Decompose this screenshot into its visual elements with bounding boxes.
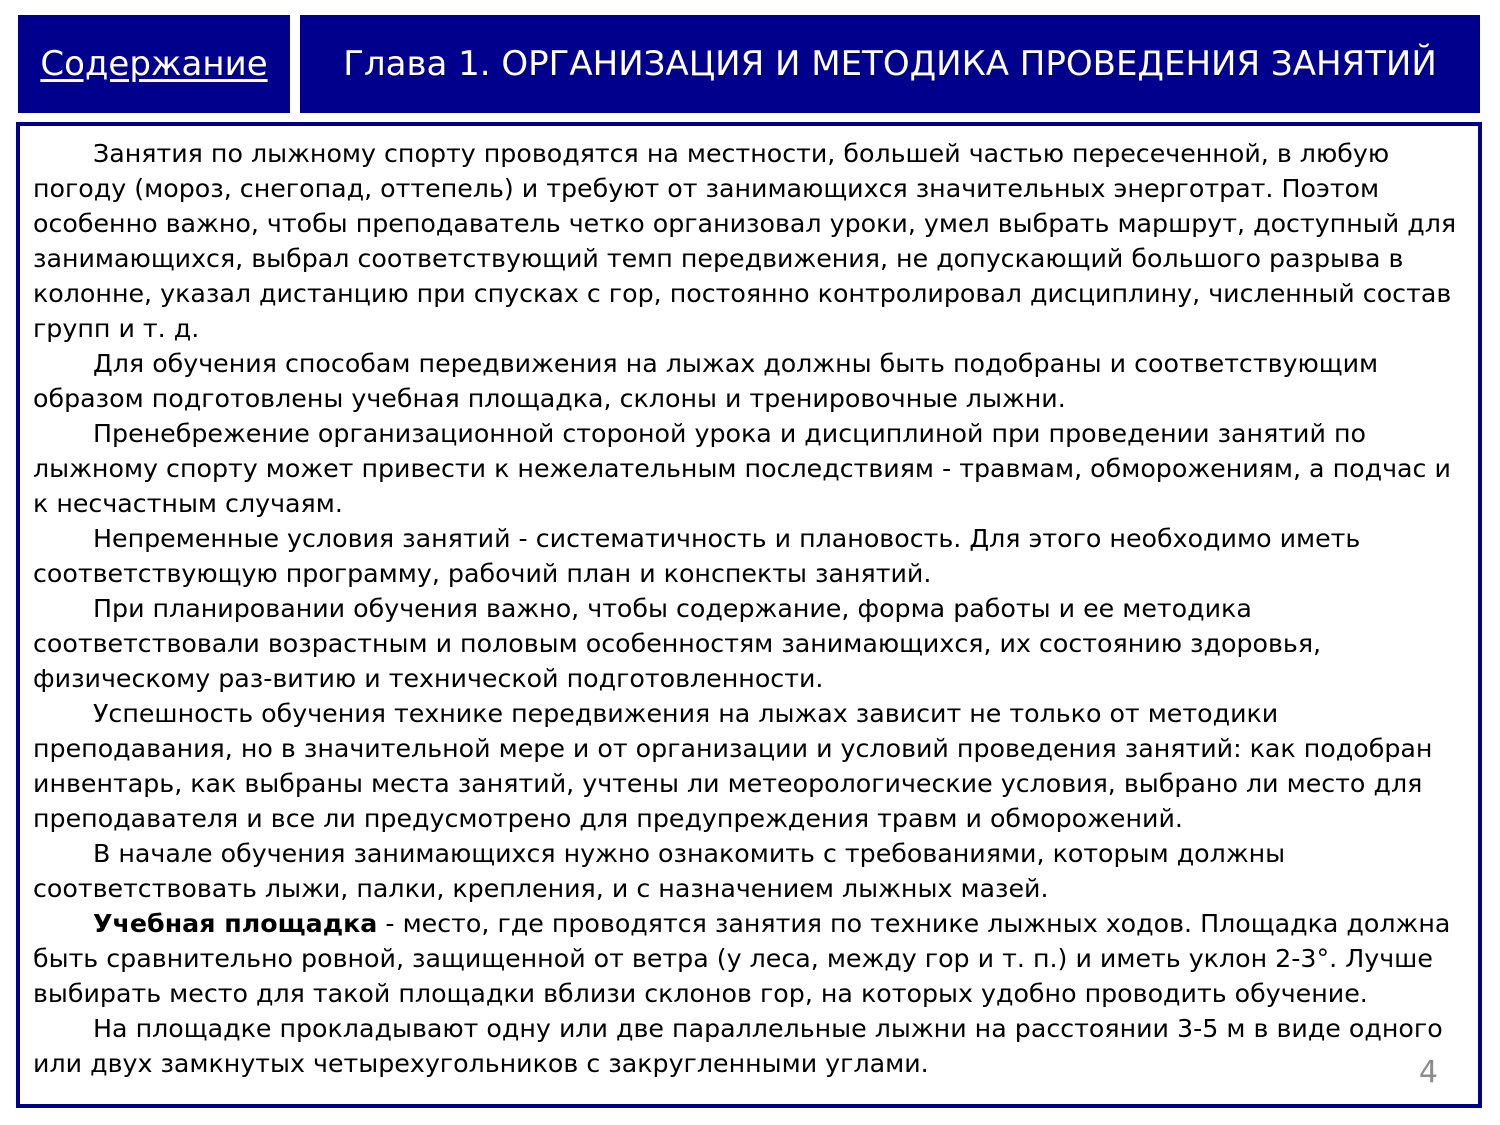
paragraph: Успешность обучения технике передвижения на лыжах зависит не только от методики преподавания, но в значительной мере и от организации и условий проведения занятий: как подобран инвентарь, как выбраны места занятий, учтены ли метеорологические условия, выбрано ли место для преподавателя и все ли предусмотрено для предупреждения травм и обморожений.: [33, 699, 1433, 833]
paragraph: На площадке прокладывают одну или две параллельные лыжни на расстоянии 3-5 м в виде одного или двух замкнутых четырехугольников с закругленными углами.: [33, 1014, 1443, 1078]
toc-header-box: [18, 15, 290, 113]
term-definition: - место, где проводятся занятия по технике лыжных ходов. Площадка должна быть сравнительно ровной, защищенной от ветра (у леса, между гор и т. п.) и иметь уклон 2-3°. Лучше выбирать место для такой площадки вблизи склонов гор, на которых удобно проводить обучение.: [33, 909, 1451, 1008]
paragraph: Пренебрежение организационной стороной урока и дисциплиной при проведении занятий по лыжному спорту может привести к нежелательным последствиям - травмам, обморожениям, а подчас и к несчастным случаям.: [33, 419, 1451, 518]
paragraph: При планировании обучения важно, чтобы содержание, форма работы и ее методика соответствовали возрастным и половым особенностям занимающихся, их состоянию здоровья, физическому раз-витию и технической подготовленности.: [33, 594, 1322, 693]
paragraph: В начале обучения занимающихся нужно ознакомить с требованиями, которым должны соответствовать лыжи, палки, крепления, и с назначением лыжных мазей.: [33, 839, 1286, 903]
paragraph: [33, 906, 1466, 1011]
page-number: 4: [1418, 1055, 1438, 1090]
paragraph: Для обучения способам передвижения на лыжах должны быть подобраны и соответствующим образом подготовлены учебная площадка, склоны и тренировочные лыжни.: [33, 349, 1379, 413]
content-box: [16, 122, 1482, 1108]
paragraph: Занятия по лыжному спорту проводятся на местности, большей частью пересеченной, в любую погоду (мороз, снегопад, оттепель) и требуют от занимающихся значительных энерготрат. Поэтом особенно важно, чтобы преподаватель четко организовал уроки, умел выбрать маршрут, доступный для занимающихся, выбрал соответствующий темп передвижения, не допускающий большого разрыва в колонне, указал дистанцию при спусках с гор, постоянно контролировал дисциплину, численный состав групп и т. д.: [33, 139, 1457, 343]
paragraph: Непременные условия занятий - систематичность и плановость. Для этого необходимо иметь соответствующую программу, рабочий план и конспекты занятий.: [33, 524, 1361, 588]
term-bold: Учебная площадка: [93, 909, 378, 938]
chapter-title-box: [300, 15, 1480, 113]
toc-link[interactable]: Содержание: [40, 44, 268, 84]
chapter-title: Глава 1. ОРГАНИЗАЦИЯ И МЕТОДИКА ПРОВЕДЕНИЯ ЗАНЯТИЙ: [343, 44, 1437, 84]
